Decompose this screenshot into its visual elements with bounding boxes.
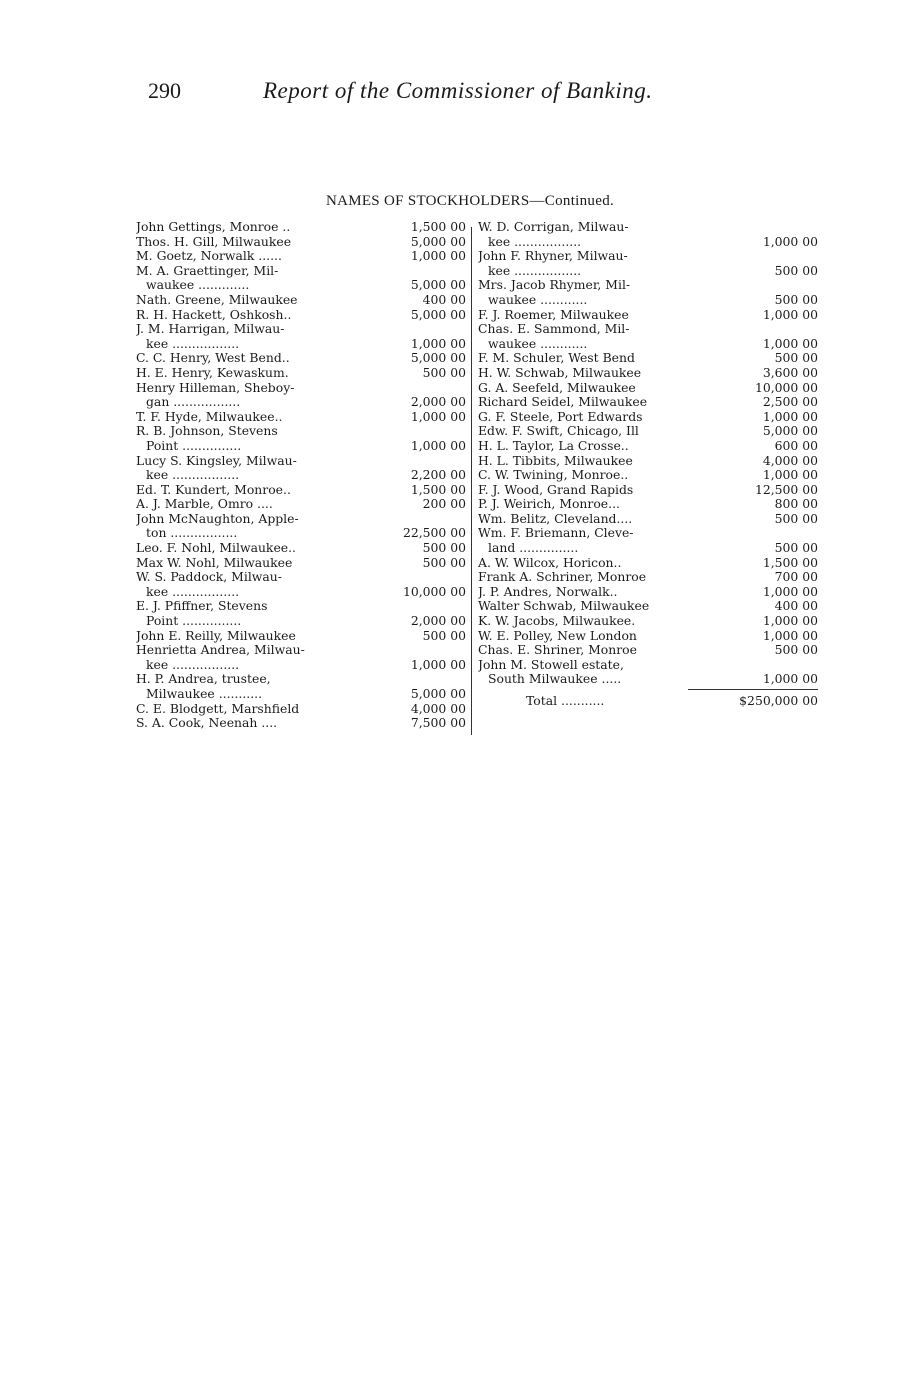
stockholder-entry [478, 643, 818, 658]
stockholder-amount: 2,000 00 [410, 394, 466, 410]
stockholder-name-continuation: kee ................. [488, 234, 582, 249]
stockholder-name [136, 381, 386, 410]
stockholder-entry [478, 381, 818, 396]
stockholder-entry [136, 570, 466, 599]
stockholder-entry [136, 410, 466, 425]
stockholder-entry [136, 599, 466, 628]
stockholder-entry [478, 658, 818, 687]
stockholder-name-line: F. J. Wood, Grand Rapids [478, 482, 634, 497]
stockholder-name-line: C. W. Twining, Monroe.. [478, 468, 629, 483]
stockholder-amount: 1,000 00 [762, 335, 818, 351]
stockholder-name-line: Nath. Greene, Milwaukee [136, 292, 298, 307]
stockholder-entry [478, 454, 818, 469]
stockholder-name-line: A. W. Wilcox, Horicon.. [478, 555, 622, 570]
stockholder-name-line: E. J. Pfiffner, Stevens [136, 599, 268, 614]
stockholder-entry [478, 483, 818, 498]
stockholder-amount: 1,500 00 [762, 554, 818, 570]
stockholder-name-line: Wm. F. Briemann, Cleve- [478, 526, 634, 541]
stockholder-name-continuation: kee ................. [146, 657, 240, 672]
stockholder-name [478, 585, 718, 600]
stockholder-entry [136, 629, 466, 644]
stockholder-name [478, 570, 718, 585]
stockholder-name-line: Chas. E. Sammond, Mil- [478, 322, 630, 337]
stockholder-name-line: J. P. Andres, Norwalk.. [478, 584, 618, 599]
stockholder-name [136, 556, 386, 571]
stockholder-name-line: M. A. Graettinger, Mil- [136, 263, 279, 278]
total-amount: $250,000 00 [739, 693, 818, 708]
stockholder-entry [478, 439, 818, 454]
stockholder-amount: 500 00 [774, 540, 818, 556]
stockholder-entry [478, 278, 818, 307]
total-label: Total ........... [526, 694, 605, 708]
stockholder-amount: 500 00 [774, 291, 818, 307]
stockholder-name-line: W. E. Polley, New London [478, 628, 637, 643]
stockholder-amount: 500 00 [422, 540, 466, 556]
stockholder-amount: 10,000 00 [402, 583, 466, 599]
stockholders-left-column [136, 220, 466, 731]
stockholder-name-line: Richard Seidel, Milwaukee [478, 395, 648, 410]
page-header [148, 78, 708, 118]
stockholder-name [478, 483, 718, 498]
stockholder-entry [136, 497, 466, 512]
total-row [478, 694, 818, 709]
stockholder-name [478, 512, 718, 527]
stockholder-name-continuation: Milwaukee ........... [146, 687, 263, 701]
stockholder-entry [478, 570, 818, 585]
stockholder-name-continuation: kee ................. [488, 263, 582, 278]
stockholder-amount: 600 00 [774, 437, 818, 453]
stockholder-name [136, 235, 386, 250]
stockholder-name-continuation: Point ............... [146, 614, 242, 629]
stockholder-entry [136, 351, 466, 366]
stockholder-name [478, 381, 718, 396]
stockholder-name [478, 643, 718, 658]
stockholder-entry [478, 395, 818, 410]
stockholder-name [478, 366, 718, 381]
stockholder-entry [478, 410, 818, 425]
stockholder-name-line: Ed. T. Kundert, Monroe.. [136, 482, 291, 497]
stockholder-amount: 1,000 00 [762, 467, 818, 483]
stockholder-name [136, 264, 386, 293]
stockholder-entry [136, 643, 466, 672]
stockholder-name [136, 512, 386, 541]
stockholder-amount: 10,000 00 [754, 379, 818, 395]
stockholder-entry [136, 220, 466, 235]
stockholder-name-line: G. A. Seefeld, Milwaukee [478, 380, 636, 395]
stockholder-name-continuation: Point ............... [146, 438, 242, 453]
stockholder-name-line: R. H. Hackett, Oshkosh.. [136, 307, 292, 322]
stockholder-entry [478, 249, 818, 278]
stockholder-entry [478, 512, 818, 527]
stockholder-entry [136, 264, 466, 293]
stockholder-amount: 5,000 00 [410, 233, 466, 249]
stockholder-name [136, 249, 386, 264]
stockholder-name [136, 629, 386, 644]
stockholder-name [478, 556, 718, 571]
stockholder-name-line: F. M. Schuler, West Bend [478, 351, 635, 366]
stockholder-name-line: Leo. F. Nohl, Milwaukee.. [136, 541, 296, 556]
stockholder-amount: 4,000 00 [762, 452, 818, 468]
stockholder-name [478, 351, 718, 366]
stockholder-name-line: Mrs. Jacob Rhymer, Mil- [478, 278, 631, 293]
stockholder-name-line: Henrietta Andrea, Milwau- [136, 643, 305, 658]
stockholder-name-line: K. W. Jacobs, Milwaukee. [478, 614, 636, 629]
stockholder-entry [478, 526, 818, 555]
stockholders-right-column [478, 220, 818, 709]
stockholder-amount: 2,500 00 [762, 394, 818, 410]
stockholder-name [136, 599, 386, 628]
stockholder-amount: 1,000 00 [410, 656, 466, 672]
stockholder-name-line: Lucy S. Kingsley, Milwau- [136, 453, 297, 468]
stockholder-name-continuation: waukee ............ [488, 292, 588, 307]
stockholder-name-line: F. J. Roemer, Milwaukee [478, 307, 629, 322]
stockholder-entry [478, 556, 818, 571]
stockholder-name [478, 526, 718, 555]
stockholder-amount: 1,000 00 [410, 408, 466, 424]
stockholder-amount: 200 00 [422, 496, 466, 512]
stockholder-entry [136, 483, 466, 498]
stockholder-name-line: Thos. H. Gill, Milwaukee [136, 234, 292, 249]
stockholder-name-line: Max W. Nohl, Milwaukee [136, 555, 293, 570]
stockholder-amount: 5,000 00 [410, 686, 466, 701]
stockholder-name [478, 468, 718, 483]
stockholder-entry [136, 235, 466, 250]
stockholder-name [478, 439, 718, 454]
stockholder-amount: 1,000 00 [762, 627, 818, 643]
stockholder-name [136, 322, 386, 351]
stockholder-amount: 1,000 00 [410, 335, 466, 351]
stockholder-name [136, 293, 386, 308]
stockholder-name-continuation: waukee ............. [146, 278, 250, 293]
stockholder-name-continuation: gan ................. [146, 395, 241, 410]
stockholder-entry [136, 293, 466, 308]
stockholder-name [136, 454, 386, 483]
stockholder-name-line: John Gettings, Monroe .. [136, 220, 291, 234]
stockholder-name-continuation: waukee ............ [488, 336, 588, 351]
stockholder-name [478, 308, 718, 323]
stockholder-name-line: G. F. Steele, Port Edwards [478, 409, 643, 424]
stockholder-name-line: M. Goetz, Norwalk ...... [136, 249, 282, 264]
stockholder-name [478, 395, 718, 410]
stockholder-entry [478, 424, 818, 439]
stockholder-name-line: W. D. Corrigan, Milwau- [478, 220, 629, 234]
stockholder-name-line: Walter Schwab, Milwaukee [478, 599, 650, 614]
stockholder-name [478, 249, 718, 278]
stockholder-amount: 2,200 00 [410, 467, 466, 483]
stockholder-amount: 1,000 00 [762, 583, 818, 599]
stockholder-amount: 4,000 00 [410, 700, 466, 716]
stockholder-amount: 5,000 00 [410, 350, 466, 366]
stockholder-amount: 5,000 00 [410, 277, 466, 293]
stockholder-amount: 1,000 00 [762, 306, 818, 322]
stockholder-name-line: John F. Rhyner, Milwau- [478, 249, 628, 264]
stockholder-name-line: H. E. Henry, Kewaskum. [136, 365, 289, 380]
stockholder-amount: 500 00 [774, 350, 818, 366]
page-number: 290 [148, 78, 181, 103]
stockholder-name-line: Wm. Belitz, Cleveland.... [478, 511, 633, 526]
stockholder-name [136, 570, 386, 599]
stockholder-entry [478, 366, 818, 381]
stockholder-name-continuation: ton ................. [146, 526, 238, 541]
stockholder-name [136, 220, 386, 235]
stockholder-name [478, 220, 718, 249]
stockholder-name-line: H. L. Taylor, La Crosse.. [478, 438, 629, 453]
stockholder-name-continuation: land ............... [488, 541, 579, 556]
stockholder-name [136, 308, 386, 323]
stockholder-entry [136, 308, 466, 323]
stockholder-name [478, 497, 718, 512]
stockholder-name-line: Edw. F. Swift, Chicago, Ill [478, 424, 639, 439]
stockholder-entry [136, 322, 466, 351]
stockholder-amount: 12,500 00 [754, 481, 818, 497]
stockholder-name-line: P. J. Weirich, Monroe... [478, 497, 620, 512]
stockholder-name [136, 643, 386, 672]
stockholder-amount: 22,500 00 [402, 525, 466, 541]
stockholder-entry [478, 322, 818, 351]
stockholder-amount: 500 00 [422, 627, 466, 643]
stockholder-name [478, 629, 718, 644]
stockholder-name [136, 410, 386, 425]
stockholder-entry [136, 541, 466, 556]
stockholder-entry [136, 716, 466, 731]
stockholder-amount: 400 00 [422, 291, 466, 307]
stockholder-name-line: S. A. Cook, Neenah .... [136, 716, 278, 731]
total-rule [688, 689, 818, 690]
stockholder-amount: 1,000 00 [762, 233, 818, 249]
stockholder-entry [136, 454, 466, 483]
stockholder-entry [478, 585, 818, 600]
stockholder-entry [478, 599, 818, 614]
stockholder-entry [478, 629, 818, 644]
stockholder-entry [136, 672, 466, 701]
stockholder-amount: 7,500 00 [410, 715, 466, 731]
stockholder-name-line: A. J. Marble, Omro .... [136, 497, 273, 512]
stockholder-name [478, 278, 718, 307]
stockholder-name-line: R. B. Johnson, Stevens [136, 424, 278, 439]
stockholder-name-line: Henry Hilleman, Sheboy- [136, 380, 295, 395]
stockholder-amount: 800 00 [774, 496, 818, 512]
stockholder-name-line: Frank A. Schriner, Monroe [478, 570, 647, 585]
stockholder-amount: 500 00 [422, 364, 466, 380]
stockholder-entry [136, 249, 466, 264]
stockholder-name [478, 658, 718, 687]
stockholder-entry [478, 220, 818, 249]
stockholder-name [478, 322, 718, 351]
stockholder-name-continuation: kee ................. [146, 468, 240, 483]
stockholder-amount: 5,000 00 [762, 423, 818, 439]
stockholder-amount: 1,500 00 [410, 481, 466, 497]
stockholder-entry [478, 497, 818, 512]
stockholder-entry [478, 308, 818, 323]
stockholder-entry [478, 468, 818, 483]
stockholder-amount: 500 00 [774, 510, 818, 526]
stockholder-amount: 500 00 [774, 642, 818, 658]
stockholder-name-line: H. P. Andrea, trustee, [136, 672, 271, 687]
stockholder-amount: 1,000 00 [762, 408, 818, 424]
stockholder-name-line: John M. Stowell estate, [478, 657, 624, 672]
stockholder-amount: 1,500 00 [410, 219, 466, 234]
stockholder-entry [136, 702, 466, 717]
section-title: NAMES OF STOCKHOLDERS—Continued. [325, 193, 615, 209]
stockholder-name [136, 351, 386, 366]
stockholder-name [478, 424, 718, 439]
stockholder-name [478, 454, 718, 469]
stockholder-name [478, 599, 718, 614]
stockholder-entry [136, 512, 466, 541]
stockholder-name-line: C. C. Henry, West Bend.. [136, 351, 290, 366]
stockholder-name [478, 614, 718, 629]
stockholder-name [136, 366, 386, 381]
stockholder-amount: 2,000 00 [410, 613, 466, 629]
stockholder-name-line: J. M. Harrigan, Milwau- [136, 322, 285, 337]
stockholder-amount: 3,600 00 [762, 364, 818, 380]
stockholder-entry [136, 366, 466, 381]
stockholder-name-line: C. E. Blodgett, Marshfield [136, 701, 300, 716]
stockholder-entry [136, 381, 466, 410]
stockholder-amount: 5,000 00 [410, 306, 466, 322]
stockholder-name [136, 483, 386, 498]
stockholder-name-continuation: South Milwaukee ..... [488, 672, 622, 687]
stockholder-entry [136, 424, 466, 453]
stockholder-amount: 500 00 [422, 554, 466, 570]
stockholder-amount: 1,000 00 [410, 248, 466, 264]
stockholder-name [136, 702, 386, 717]
stockholder-entry [478, 614, 818, 629]
stockholder-name-line: T. F. Hyde, Milwaukee.. [136, 409, 283, 424]
stockholder-amount: 1,000 00 [762, 671, 818, 687]
stockholder-name [136, 497, 386, 512]
stockholder-amount: 500 00 [774, 262, 818, 278]
stockholder-amount: 1,000 00 [410, 437, 466, 453]
stockholder-amount: 700 00 [774, 569, 818, 585]
stockholder-name-line: H. W. Schwab, Milwaukee [478, 365, 642, 380]
stockholder-name-line: Chas. E. Shriner, Monroe [478, 643, 637, 658]
stockholder-entry [478, 351, 818, 366]
stockholder-name-continuation: kee ................. [146, 336, 240, 351]
stockholder-name [136, 541, 386, 556]
column-divider [471, 227, 472, 735]
stockholder-name-line: H. L. Tibbits, Milwaukee [478, 453, 633, 468]
stockholder-amount: 400 00 [774, 598, 818, 614]
stockholder-name [136, 424, 386, 453]
stockholder-name-line: John McNaughton, Apple- [136, 511, 299, 526]
stockholder-name-line: W. S. Paddock, Milwau- [136, 570, 282, 585]
stockholder-amount: 1,000 00 [762, 613, 818, 629]
stockholder-name-continuation: kee ................. [146, 584, 240, 599]
stockholder-name [136, 716, 386, 731]
stockholder-name [136, 672, 386, 701]
stockholder-entry [136, 556, 466, 571]
stockholder-name-line: John E. Reilly, Milwaukee [136, 628, 296, 643]
stockholder-name [478, 410, 718, 425]
running-title: Report of the Commissioner of Banking. [263, 78, 653, 103]
